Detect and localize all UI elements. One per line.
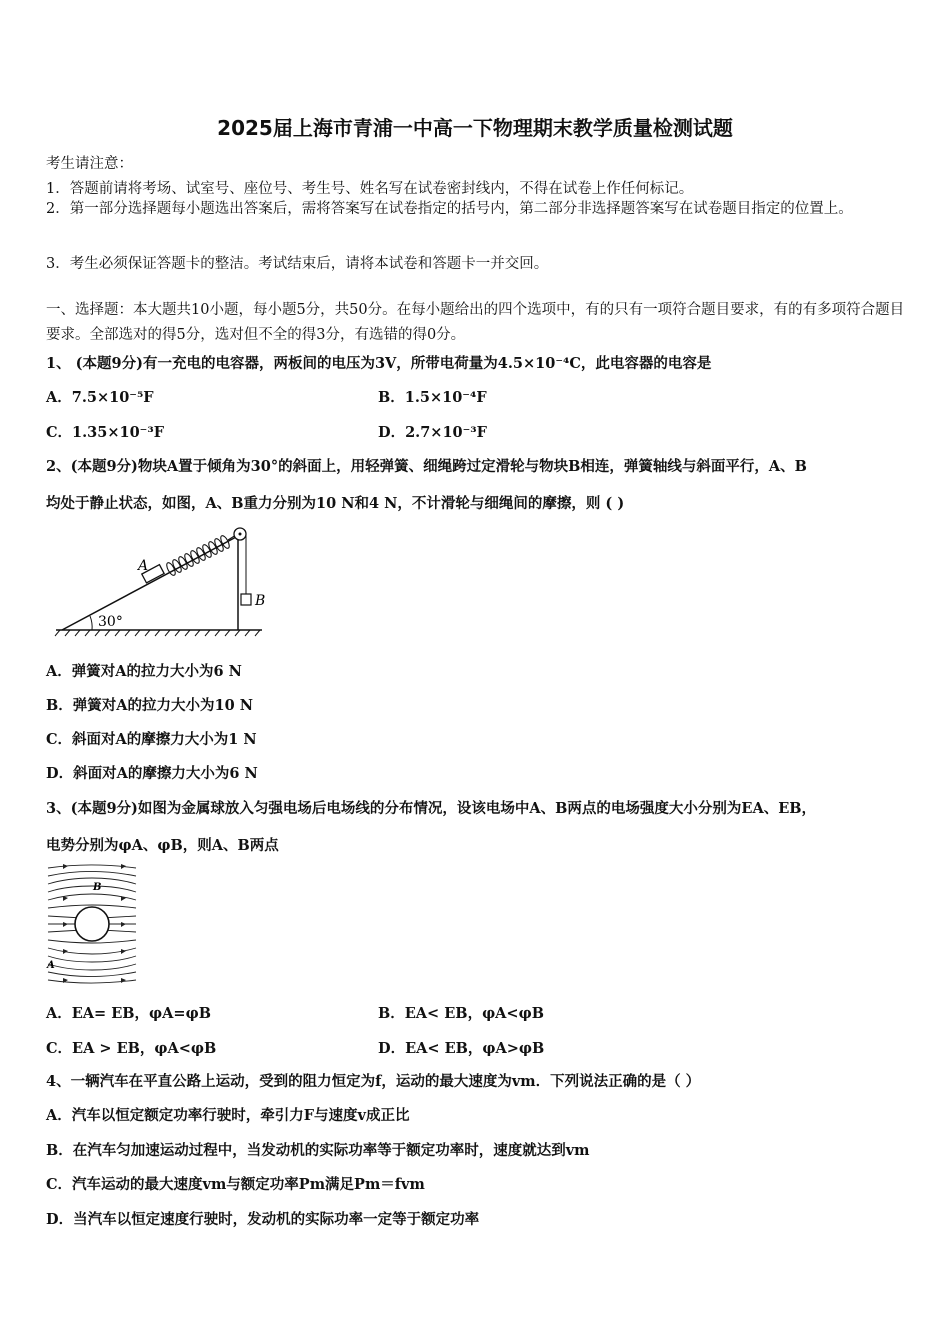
block-b [241,594,251,605]
q1-option-b: B．1.5×10⁻⁴F [378,389,487,406]
q4-option-c: C．汽车运动的最大速度vm与额定功率Pm满足Pm＝fvm [46,1176,425,1193]
incline-surface [62,536,238,630]
q2-option-a: A．弹簧对A的拉力大小为6 N [46,663,242,680]
q1-option-d: D．2.7×10⁻³F [378,424,487,441]
q3-option-d: D．EA< EB，φA>φB [378,1040,545,1057]
block-b-label: B [255,593,266,609]
notice-item-2: 2．第一部分选择题每小题选出答案后，需将答案写在试卷指定的括号内，第二部分非选择题答案写在试卷题目指定的位置上。 [46,201,853,217]
electric-field-figure [46,862,138,986]
question-3-stem-line-1: 3、(本题9分)如图为金属球放入匀强电场后电场线的分布情况，设该电场中A、B两点的电场强度大小分别为EA、EB， [46,800,817,817]
point-b-label: B [93,882,102,893]
question-3-stem-line-2: 电势分别为φA、φB，则A、B两点 [46,837,279,854]
question-1-stem: 1、 (本题9分)有一充电的电容器，两板间的电压为3V，所带电荷量为4.5×10⁻⁴C，此电容器的电容是 [46,355,712,372]
q3-option-c: C．EA > EB，φA<φB [46,1040,217,1057]
q2-option-c: C．斜面对A的摩擦力大小为1 N [46,731,257,748]
notice-heading: 考生请注意： [46,156,133,172]
page-title: 2025届上海市青浦一中高一下物理期末教学质量检测试题 [217,116,733,140]
q2-option-b: B．弹簧对A的拉力大小为10 N [46,697,253,714]
question-4-stem: 4、一辆汽车在平直公路上运动，受到的阻力恒定为f，运动的最大速度为vm．下列说法正确的是（ ） [46,1073,701,1090]
q1-option-a: A．7.5×10⁻⁵F [46,389,154,406]
question-2-stem-line-2: 均处于静止状态，如图，A、B重力分别为10 N和4 N，不计滑轮与细绳间的摩擦，则 ( ) [46,495,625,512]
notice-item-1: 1．答题前请将考场、试室号、座位号、考生号、姓名写在试卷密封线内，不得在试卷上作任何标记。 [46,181,694,197]
angle-label: 30° [98,614,123,630]
q1-option-c: C．1.35×10⁻³F [46,424,164,441]
notice-item-3: 3．考生必须保证答题卡的整洁。考试结束后，请将本试卷和答题卡一并交回。 [46,256,549,272]
metal-sphere [75,907,109,941]
q3-option-b: B．EA< EB，φA<φB [378,1005,544,1022]
block-a-label: A [138,558,149,574]
spring [165,534,231,576]
q2-option-d: D．斜面对A的摩擦力大小为6 N [46,765,258,782]
section-1-instructions: 一、选择题：本大题共10小题，每小题5分，共50分。在每小题给出的四个选项中，有的只有一项符合题目要求，有的有多项符合题目要求。全部选对的得5分，选对但不全的得3分，有选错的得0分。 [46,302,905,343]
incline-pulley-figure [50,520,270,638]
q4-option-b: B．在汽车匀加速运动过程中，当发动机的实际功率等于额定功率时，速度就达到vm [46,1142,590,1159]
point-a-label: A [47,960,55,971]
question-2-stem-line-1: 2、(本题9分)物块A置于倾角为30°的斜面上，用轻弹簧、细绳跨过定滑轮与物块B相连，弹簧轴线与斜面平行，A、B [46,458,807,475]
q4-option-a: A．汽车以恒定额定功率行驶时，牵引力F与速度v成正比 [46,1107,410,1124]
q4-option-d: D．当汽车以恒定速度行驶时，发动机的实际功率一定等于额定功率 [46,1211,480,1228]
q3-option-a: A．EA= EB，φA=φB [46,1005,211,1022]
